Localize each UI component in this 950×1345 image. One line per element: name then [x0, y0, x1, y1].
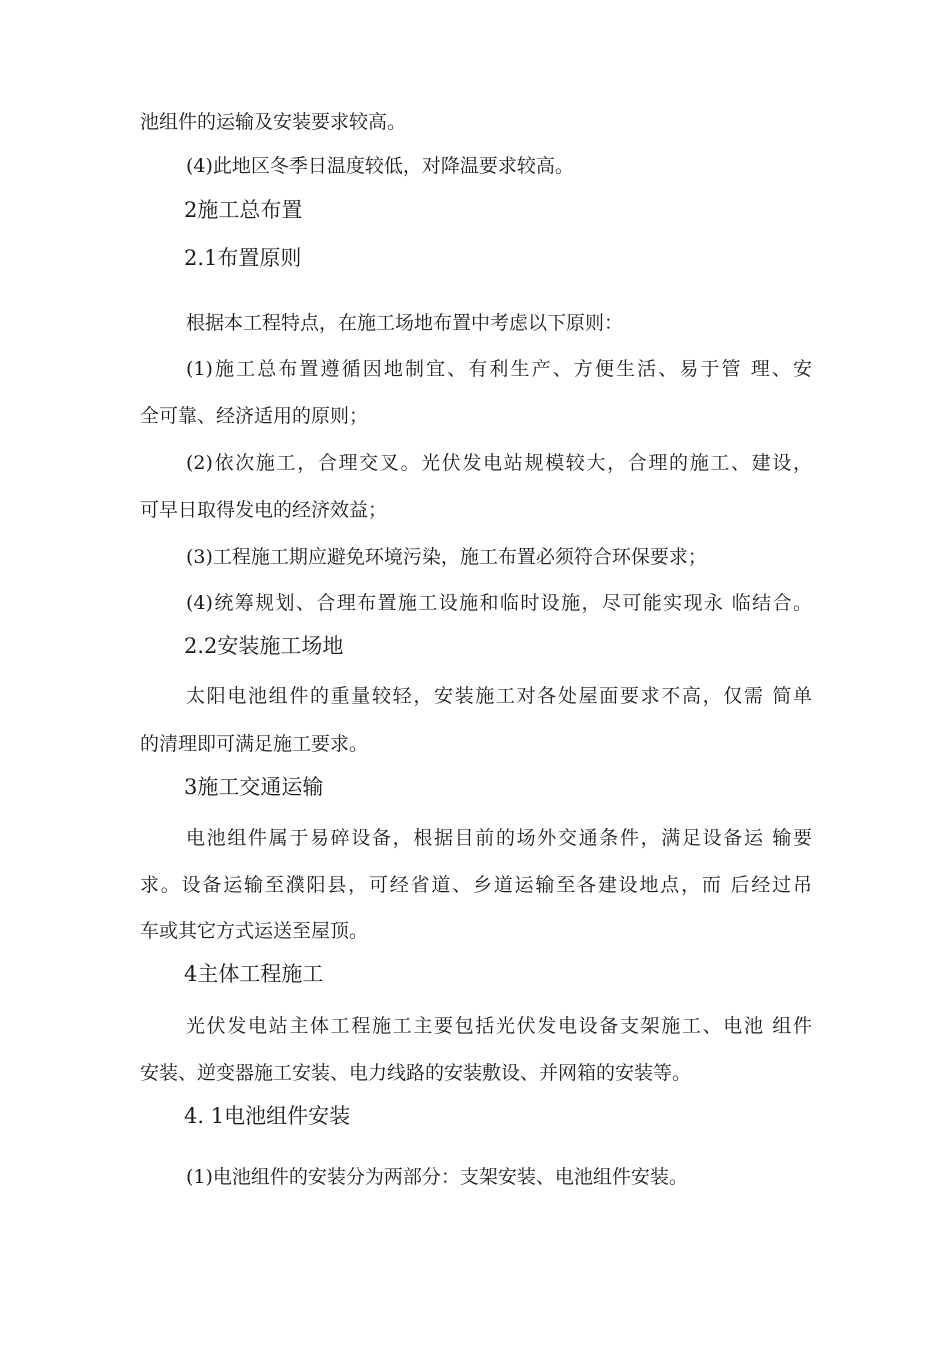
- list-item-1-principle: (1)施工总布置遵循因地制宜、有利生产、方便生活、易于管 理、安: [186, 358, 812, 380]
- list-item-2-principle: (2)依次施工，合理交叉。光伏发电站规模较大，合理的施工、建设，: [186, 452, 812, 474]
- paragraph-line: 太阳电池组件的重量较轻，安装施工对各处屋面要求不高，仅需 简单: [186, 685, 812, 707]
- paragraph-line: 的清理即可满足施工要求。: [140, 733, 369, 755]
- list-item-1-installation: (1)电池组件的安装分为两部分：支架安装、电池组件安装。: [186, 1166, 688, 1188]
- paragraph-line: 池组件的运输及安装要求较高。: [140, 111, 407, 133]
- paragraph-line: 光伏发电站主体工程施工主要包括光伏发电设备支架施工、电池 组件: [186, 1015, 812, 1037]
- heading-3-transport: 3施工交通运输: [184, 775, 324, 799]
- heading-4-1-module-installation: 4. 1电池组件安装: [184, 1104, 351, 1128]
- paragraph-line: 根据本工程特点，在施工场地布置中考虑以下原则：: [186, 312, 624, 334]
- list-item-3-principle: (3)工程施工期应避免环境污染，施工布置必须符合环保要求；: [186, 546, 707, 568]
- paragraph-line: 全可靠、经济适用的原则；: [140, 405, 369, 427]
- paragraph-line: 求。设备运输至濮阳县，可经省道、乡道运输至各建设地点，而 后经过吊: [140, 874, 812, 896]
- paragraph-line: 安装、逆变器施工安装、电力线路的安装敷设、并网箱的安装等。: [140, 1062, 692, 1084]
- paragraph-line: 可早日取得发电的经济效益；: [140, 499, 388, 521]
- list-item-4-cooling: (4)此地区冬季日温度较低，对降温要求较高。: [186, 155, 574, 177]
- heading-2-2-installation-site: 2.2安装施工场地: [184, 634, 344, 658]
- paragraph-line: 车或其它方式运送至屋顶。: [140, 920, 369, 942]
- heading-2-construction-layout: 2施工总布置: [184, 198, 303, 222]
- paragraph-line: 电池组件属于易碎设备，根据目前的场外交通条件，满足设备运 输要: [186, 827, 812, 849]
- heading-2-1-layout-principles: 2.1布置原则: [184, 246, 302, 270]
- list-item-4-principle: (4)统筹规划、合理布置施工设施和临时设施，尽可能实现永 临结合。: [186, 592, 812, 614]
- heading-4-main-works: 4主体工程施工: [184, 962, 324, 986]
